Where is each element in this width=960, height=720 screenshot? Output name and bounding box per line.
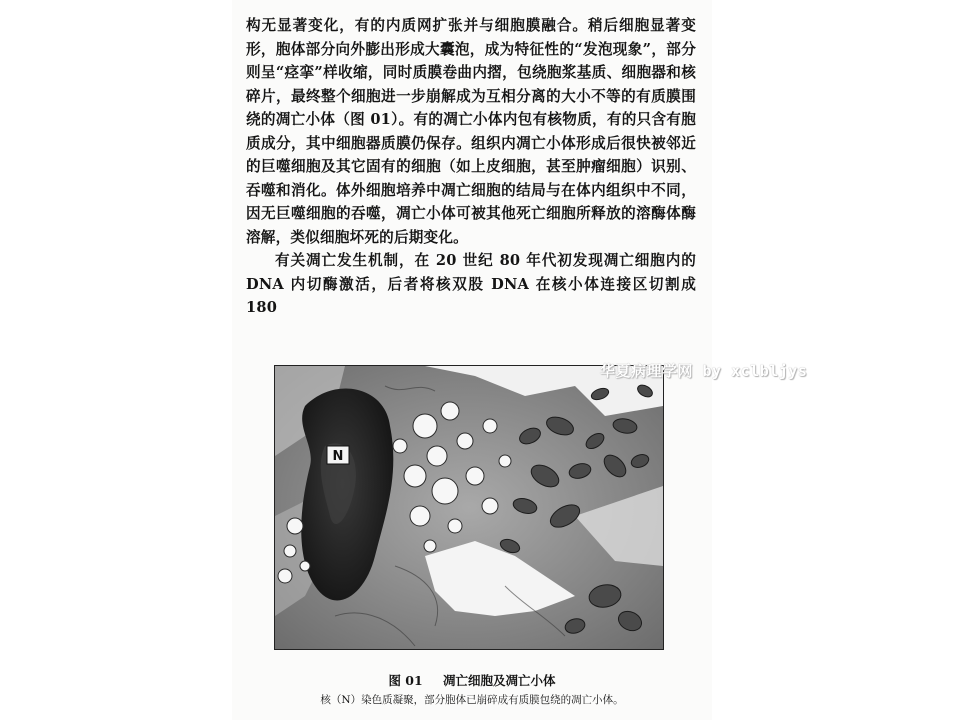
nucleus-label: N: [332, 449, 344, 464]
figure-title: 凋亡细胞及凋亡小体: [443, 673, 556, 688]
figure-number: 图 01: [388, 673, 423, 688]
paragraph-1: 构无显著变化，有的内质网扩张并与细胞膜融合。稍后细胞显著变形，胞体部分向外膨出形成大囊泡，成为特征性的“发泡现象”，部分则呈“痉挛”样收缩，同时质膜卷曲内摺，包绕胞浆基质、细胞器和核碎片，最终整个细胞进一步崩解成为互相分离的大小不等的有质膜围绕的凋亡小体（图 01）。有的凋亡小体内包有核物质，有的只含有胞质成分，其中细胞器质膜仍保存。组织内凋亡小体形成后很快被邻近的巨噬细胞及其它固有的细胞（如上皮细胞，甚至肿瘤细胞）识别、吞噬和消化。体外细胞培养中凋亡细胞的结局与在体内组织中不同，因无巨噬细胞的吞噬，凋亡小体可被其他死亡细胞所释放的溶酶体酶溶解，类似细胞坏死的后期变化。: [246, 17, 696, 246]
figure-caption-title: [232, 671, 712, 689]
electron-micrograph: [274, 365, 664, 650]
figure-caption-description: 核（N）染色质凝聚，部分胞体已崩碎成有质膜包绕的凋亡小体。: [320, 694, 624, 706]
body-text: [246, 14, 696, 320]
micrograph-image: [275, 366, 663, 649]
watermark: 华夏病理学网 by xclbljys: [600, 362, 808, 380]
paragraph-2: 有关凋亡发生机制，在 20 世纪 80 年代初发现凋亡细胞内的 DNA 内切酶激活，后者将核双股 DNA 在核小体连接区切割成 180: [246, 252, 696, 316]
